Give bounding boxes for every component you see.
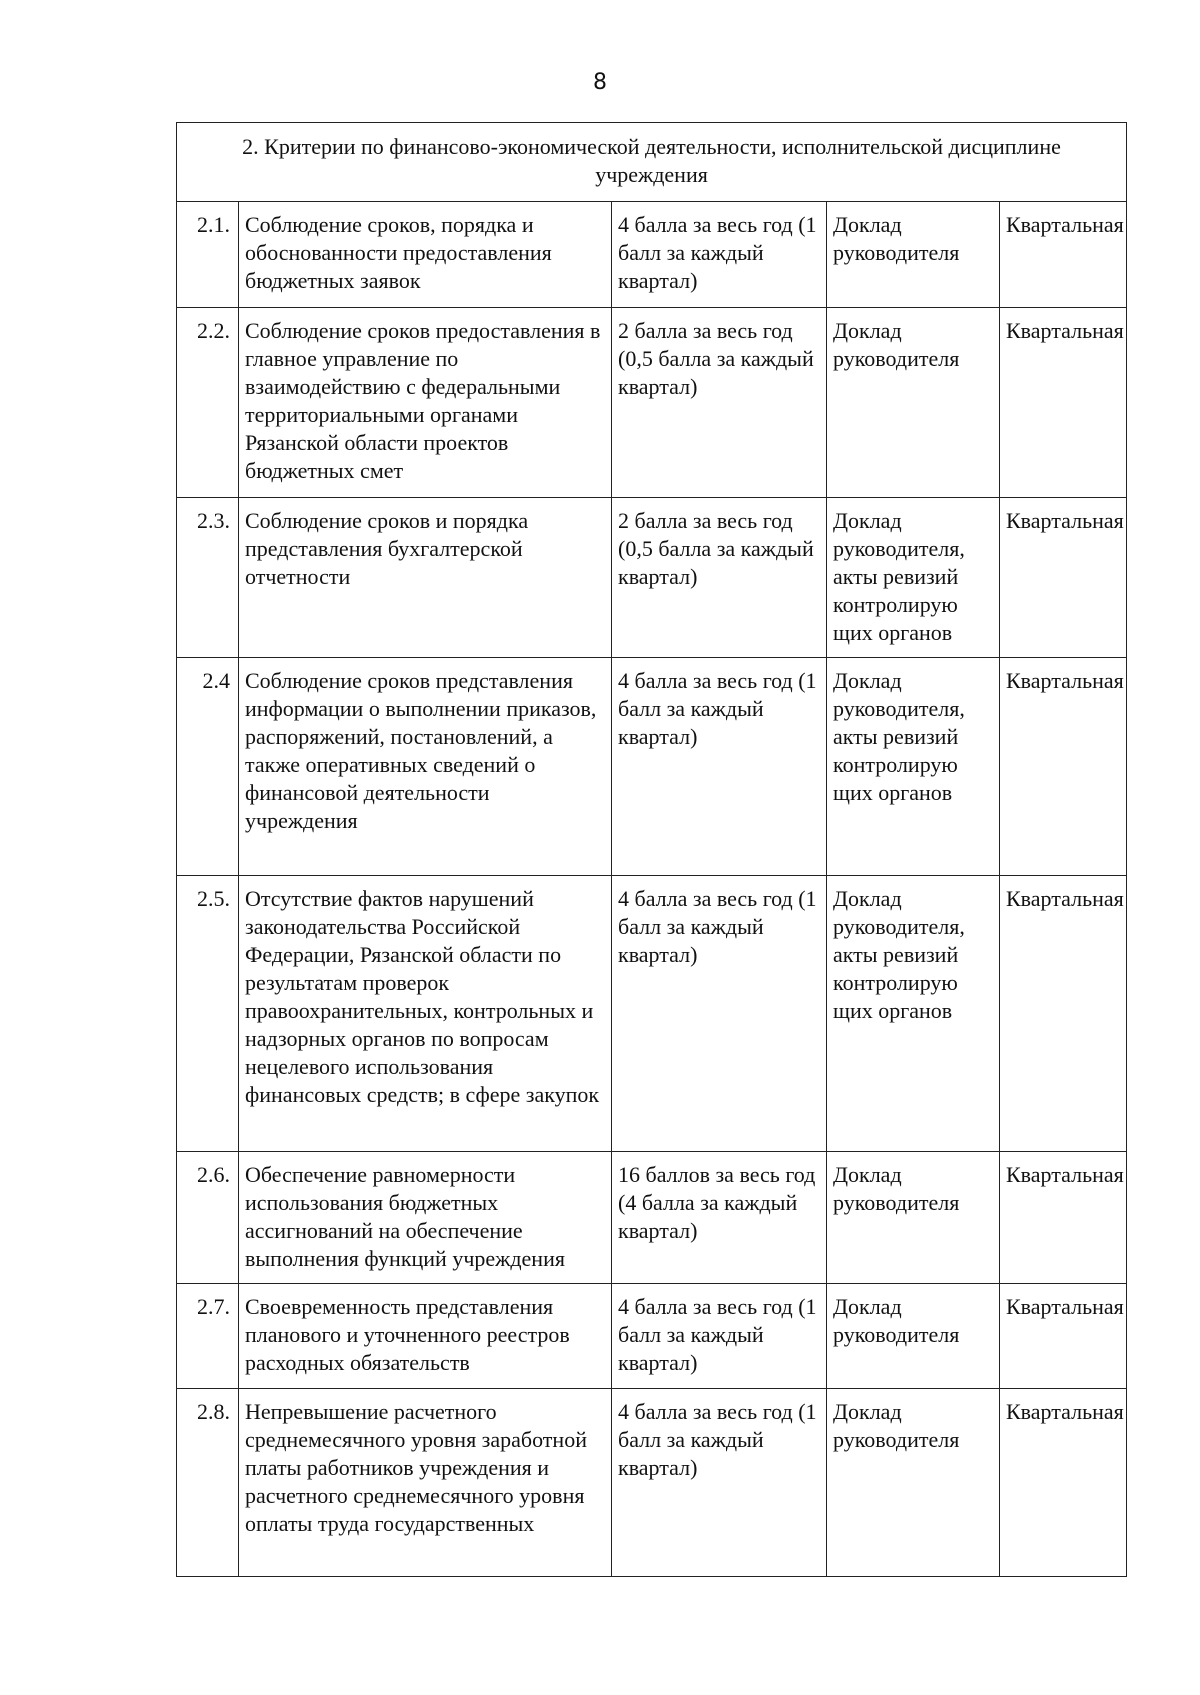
page-number: 8 (593, 70, 607, 95)
points-text: 4 балла за весь год (1 балл за каждый квартал) (612, 1284, 827, 1389)
period-text: Квартальная (1000, 1284, 1127, 1389)
criteria-table (176, 122, 1127, 1577)
row-number: 2.7. (177, 1284, 239, 1389)
points-text: 16 баллов за весь год (4 балла за каждый квартал) (612, 1152, 827, 1284)
source-text: Доклад руководителя, акты ревизий контролирую щих органов (827, 658, 1000, 876)
period-text: Квартальная (1000, 658, 1127, 876)
criterion-text: Обеспечение равномерности использования бюджетных ассигнований на обеспечение выполнения функций учреждения (239, 1152, 612, 1284)
table-row (177, 1389, 1127, 1577)
row-number: 2.2. (177, 308, 239, 498)
points-text: 4 балла за весь год (1 балл за каждый квартал) (612, 1389, 827, 1577)
table-row (177, 202, 1127, 308)
criterion-text: Соблюдение сроков, порядка и обоснованности предоставления бюджетных заявок (239, 202, 612, 308)
source-text: Доклад руководителя (827, 1389, 1000, 1577)
points-text: 2 балла за весь год (0,5 балла за каждый квартал) (612, 308, 827, 498)
section-title: 2. Критерии по финансово-экономической деятельности, исполнительской дисциплине учреждения (177, 123, 1127, 202)
criterion-text: Соблюдение сроков предоставления в главное управление по взаимодействию с федеральными территориальными органами Рязанской области проектов бюджетных смет (239, 308, 612, 498)
row-number: 2.1. (177, 202, 239, 308)
table-row (177, 308, 1127, 498)
points-text: 2 балла за весь год (0,5 балла за каждый квартал) (612, 498, 827, 658)
source-text: Доклад руководителя (827, 1152, 1000, 1284)
points-text: 4 балла за весь год (1 балл за каждый квартал) (612, 658, 827, 876)
table-row (177, 1284, 1127, 1389)
points-text: 4 балла за весь год (1 балл за каждый квартал) (612, 876, 827, 1152)
period-text: Квартальная (1000, 308, 1127, 498)
points-text: 4 балла за весь год (1 балл за каждый квартал) (612, 202, 827, 308)
source-text: Доклад руководителя, акты ревизий контролирую щих органов (827, 876, 1000, 1152)
period-text: Квартальная (1000, 202, 1127, 308)
criterion-text: Своевременность представления планового и уточненного реестров расходных обязательств (239, 1284, 612, 1389)
table-row (177, 1152, 1127, 1284)
period-text: Квартальная (1000, 498, 1127, 658)
row-number: 2.4 (177, 658, 239, 876)
row-number: 2.5. (177, 876, 239, 1152)
criterion-text: Соблюдение сроков и порядка представления бухгалтерской отчетности (239, 498, 612, 658)
criterion-text: Соблюдение сроков представления информации о выполнении приказов, распоряжений, постановлений, а также оперативных сведений о финансовой деятельности учреждения (239, 658, 612, 876)
table-row (177, 658, 1127, 876)
section-header-row (177, 123, 1127, 202)
source-text: Доклад руководителя (827, 1284, 1000, 1389)
criterion-text: Непревышение расчетного среднемесячного уровня заработной платы работников учреждения и расчетного среднемесячного уровня оплаты труда государственных (239, 1389, 612, 1577)
period-text: Квартальная (1000, 1389, 1127, 1577)
row-number: 2.8. (177, 1389, 239, 1577)
source-text: Доклад руководителя (827, 308, 1000, 498)
row-number: 2.6. (177, 1152, 239, 1284)
period-text: Квартальная (1000, 876, 1127, 1152)
table-row (177, 876, 1127, 1152)
source-text: Доклад руководителя, акты ревизий контролирую щих органов (827, 498, 1000, 658)
period-text: Квартальная (1000, 1152, 1127, 1284)
table-row (177, 498, 1127, 658)
source-text: Доклад руководителя (827, 202, 1000, 308)
criterion-text: Отсутствие фактов нарушений законодательства Российской Федерации, Рязанской области по результатам проверок правоохранительных, контрольных и надзорных органов по вопросам нецелевого использования финансовых средств; в сфере закупок (239, 876, 612, 1152)
row-number: 2.3. (177, 498, 239, 658)
